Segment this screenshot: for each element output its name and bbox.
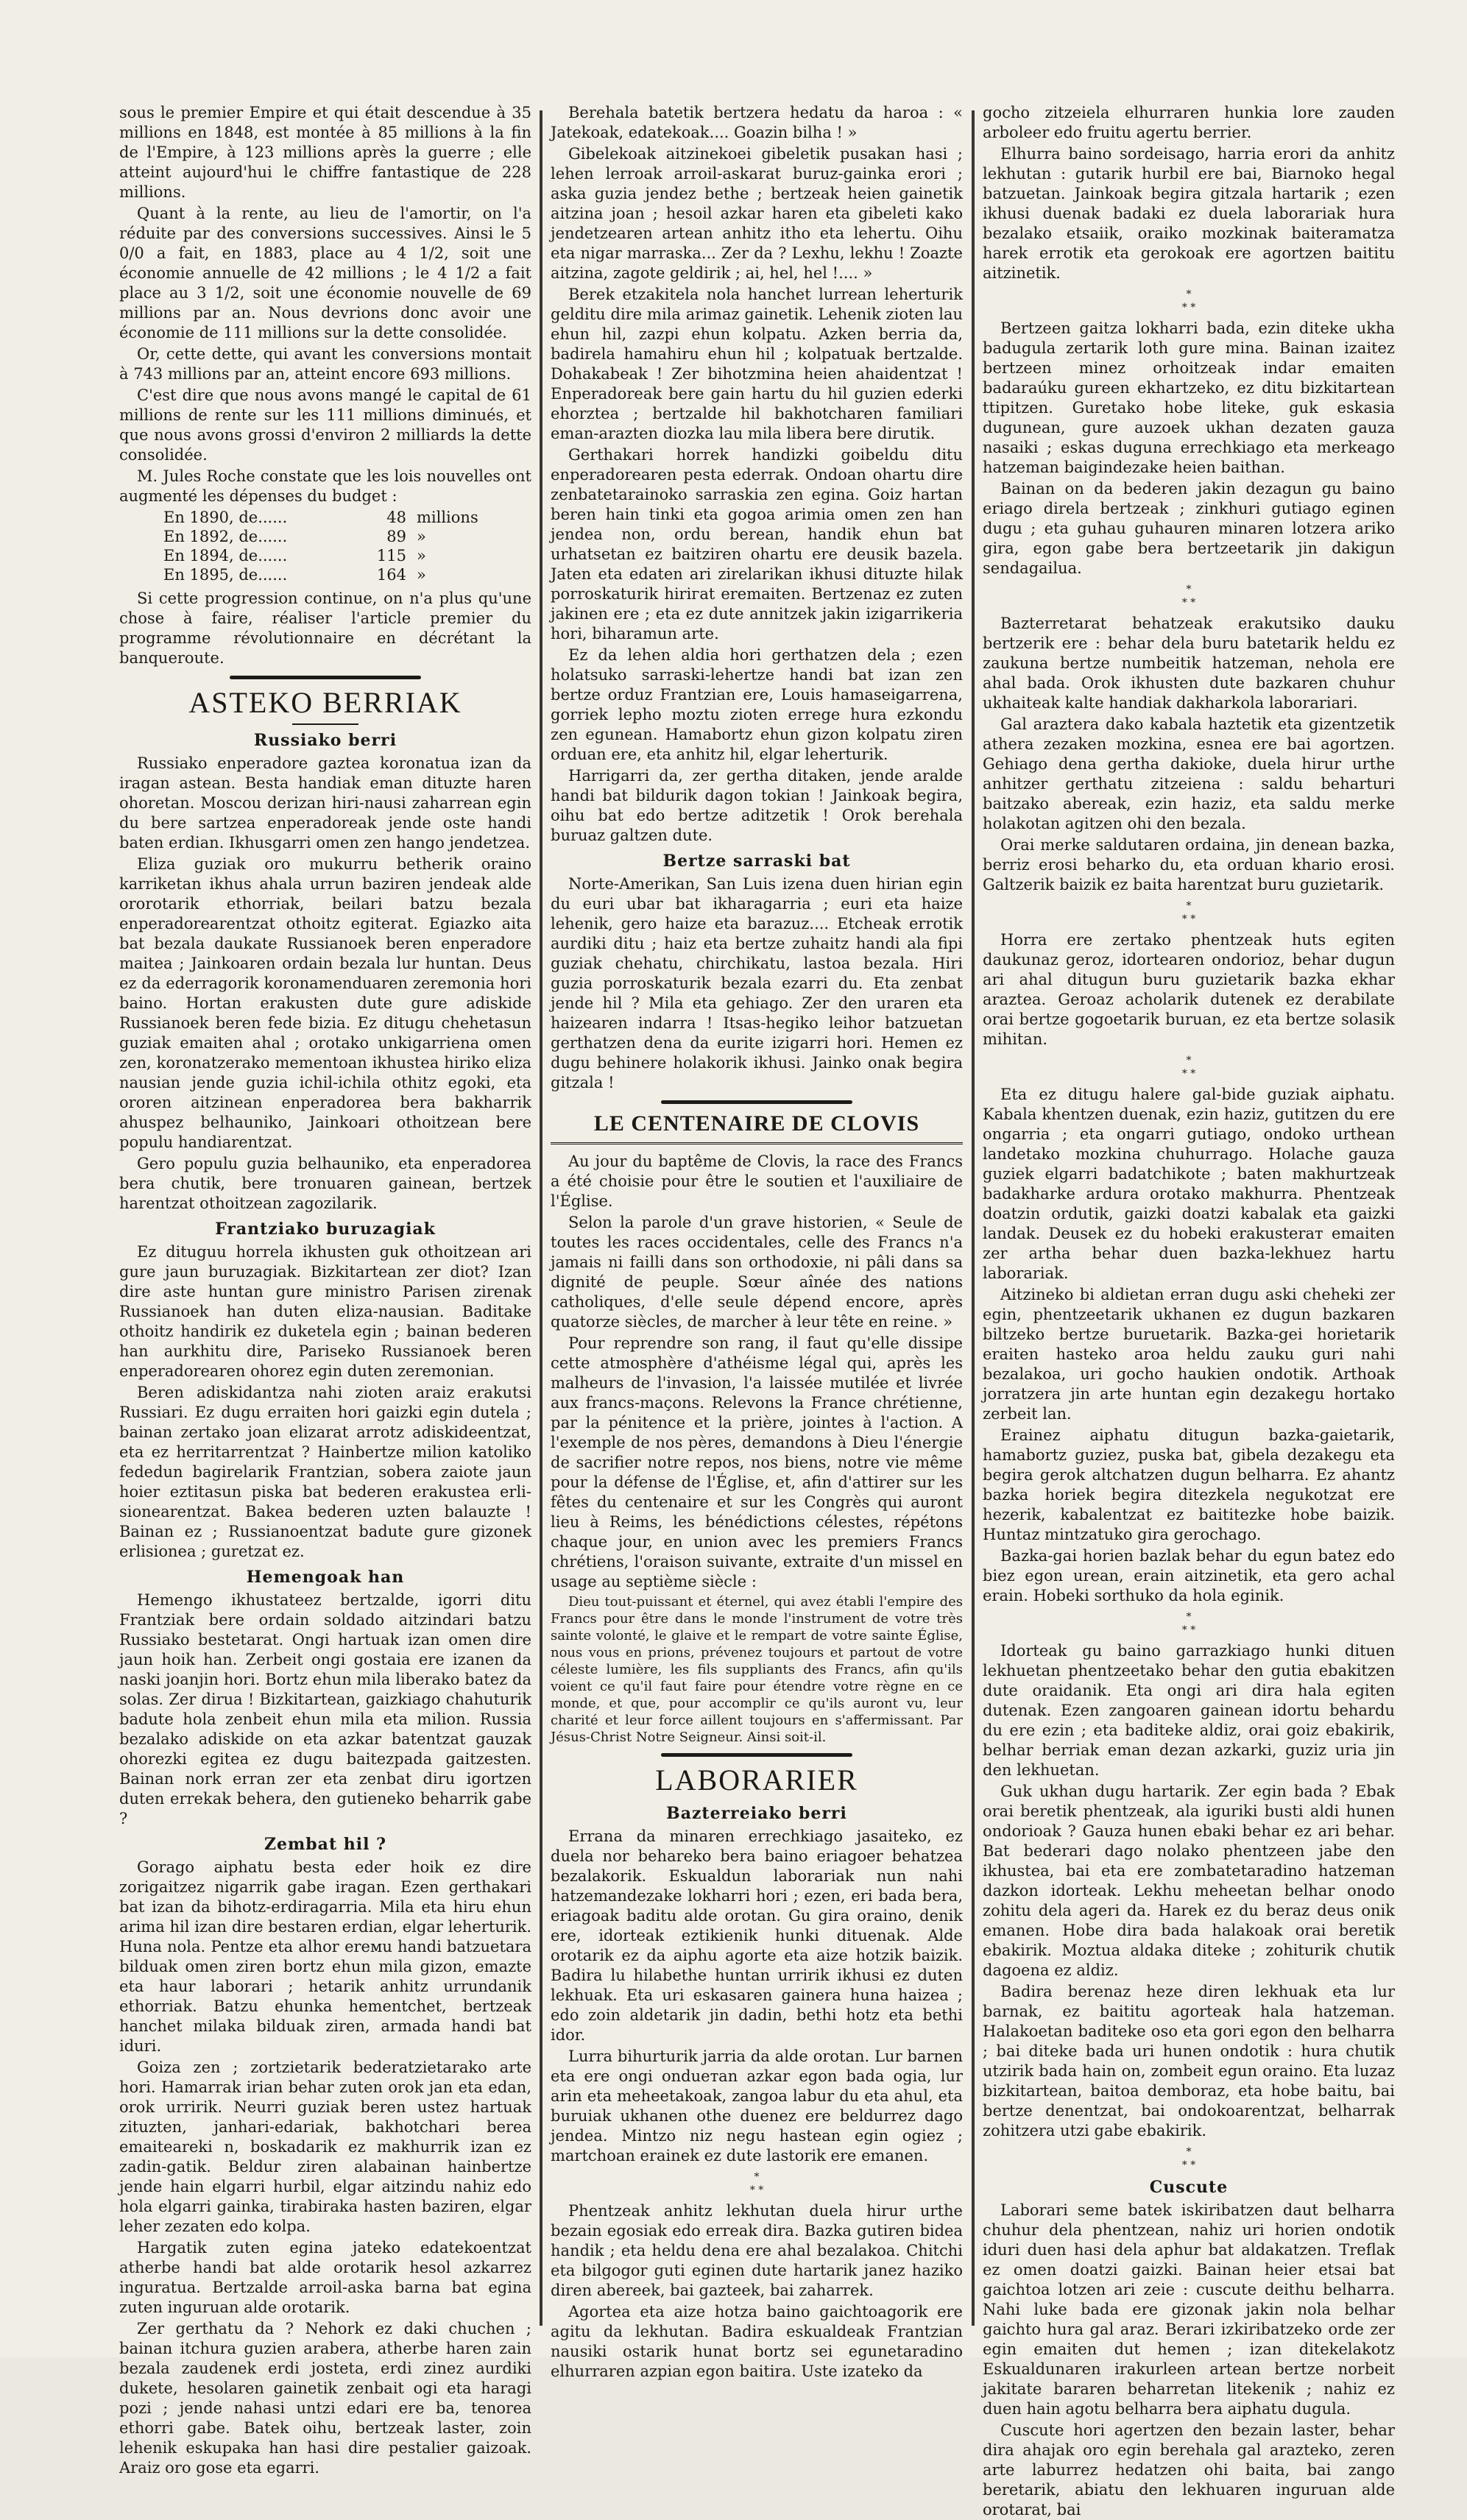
paragraph: Lurra bihurturik jarria da alde orotan. Lur barnen eta ere ongi ondueтan azkar egon bada ogia, lur arin eta meheetakoak, zangoa labur du eta ahul, eta buruiak ukhanen othe duenez ere beldurrez dago jendea. Mintzo niz negu hastean egin ogiez ; martchoan erainek ez dute lastorik ere emanen. — [551, 2048, 963, 2165]
paragraph: Aitzineko bi aldietan erran dugu aski cheheki zer egin, phentzeetarik ukhanen ez dugun bazkaren biltzeko bertze buruetarik. Bazka-gei horietarik eraiten hasteko aroa heldu zauku guri nahi bezalakoa, uri gocho haukien ondotik. Arthoak jorratzera jin arte huntan egin dezakegu hortako zerbeit lan. — [983, 1286, 1395, 1423]
column-3 — [983, 103, 1395, 2519]
section-separator — [551, 1100, 963, 1104]
budget-value: 89 — [386, 528, 406, 545]
paragraph: Au jour du baptême de Clovis, la race des Francs a été choisie pour être le soutien et l'auxiliaire de l'Église. — [551, 1153, 963, 1210]
asterism: * * * — [1181, 1611, 1196, 1636]
paragraph: Bainan on da bederen jakin dezagun gu baino eriago direla bertzeak ; zinkhuri gutiago eginen dugu ; eta guhau guhauren minaren lotzera ariko gira, egon gabe bera bertzeetarik jin dakigun sendagailua. — [983, 480, 1395, 577]
section-title: LABORARIER — [655, 1763, 858, 1797]
budget-unit: » — [417, 566, 426, 584]
section-title: LE CENTENAIRE DE CLOVIS — [593, 1111, 920, 1136]
paragraph: Cuscute hori agertzen den bezain laster, behar dira ahajak oro egin berehala gal arazteko, zeren arte laburrez hedatzen ohi baita, bai zango beretarik, abiatu den lekhuaren inguruan alde orotarat, bai — [983, 2421, 1395, 2519]
budget-unit: » — [417, 528, 426, 545]
subheading: Zembat hil ? — [264, 1835, 387, 1854]
paragraph: Quant à la rente, au lieu de l'amortir, on l'a réduite par des conversions successives. Ainsi le 5 0/0 a fait, en 1883, place au 4 1/2, soit une économie annuelle de 42 millions ; le 4 1/2 a fait place au 3 1/2, soit une économie nouvelle de 69 millions par an. Nous devrions donc avoir une économie de 111 millions sur la dette consolidée. — [119, 205, 531, 341]
budget-unit: » — [417, 547, 426, 564]
paragraph: Selon la parole d'un grave historien, « Seule de toutes les races occidentales, celle des Francs n'a jamais ni failli dans son orthodoxie, ni pâli dans sa dignité de peuple. Sœur aînée des nations catholiques, d'elle seule dépend encore, après quatorze siècles, de marcher à leur tête en reine. » — [551, 1214, 963, 1331]
title-underline — [551, 1142, 963, 1144]
paragraph: Russiako enperadore gaztea koronatua izan da iragan astean. Besta handiak eman dituzte haren ohoretan. Moscou derizan hiri-nausi zaharrean egin du bere sartzea enperadoreak jende oste handi baten erdian. Ikhusgarri omen zen hango jendetzea. — [119, 754, 531, 852]
asterism: * * * — [1181, 1055, 1196, 1080]
subheading: Russiako berri — [253, 731, 397, 750]
paragraph: Gal araztera dako kabala haztetik eta gizentzetik athera zezaken mozkina, esnea ere bai agortzen. Gehiago dena gertha dakioke, duela hirur urthe anhitzer gerthatu zitzeiena : saldu beharturi baitzako abereak, ezin haziz, eta saldu merke holakotan agitzen ohi den bezala. — [983, 715, 1395, 832]
prayer-text: Dieu tout-puissant et éternel, qui avez établi l'empire des Francs pour être dans le monde l'instrument de votre très sainte volonté, le glaive et le rempart de votre sainte Église, nous vous en prions, prévenez toujours et partout de votre céleste lumière, les fils suppliants des Francs, afin qu'ils voient ce qu'il faut faire pour étendre votre règne en ce monde, et que, pour accomplir ce qu'ils auront vu, leur charité et leur force aillent toujours en s'affermissant. Par Jésus-Christ Notre Seigneur. Ainsi soit-il. — [551, 1594, 963, 1745]
budget-table — [163, 508, 531, 584]
budget-value: 48 — [386, 509, 406, 526]
asterism: * * * — [1181, 2146, 1196, 2171]
column-1 — [119, 103, 531, 2477]
section-title: ASTEKO BERRIAK — [188, 686, 462, 719]
paragraph: Zer gerthatu da ? Nehork ez daki chuchen ; bainan itchura guzien arabera, atherbe haren zain bezala zaudenek erdi josteta, erdi zinez aurdiki dukete, hesolaren gainetik zenbait ogi eta haragi pozi ; jende nahasi untzi edari ere ba, tenorea ethorri gabe. Batek oihu, bertzeak laster, zoin lehenik eskupaka han hasi dire pestalier gaizoak. Araiz oro gose eta egarri. — [119, 2320, 531, 2477]
title-underline — [119, 723, 531, 725]
section-separator — [119, 676, 531, 679]
paragraph: Errana da minaren errechkiago jasaiteko, ez duela nor behareko bera baino eriagoer behatzea bezalakorik. Eskualdun laborariak nun nahi hatzemandezake lokharri hori ; ezen, eri bada bera, eriagoak baditu alde orotan. Gu gira oraino, denik ere, idorteak eztikienik hunki dituenak. Alde orotarik ez da aiphu agorte eta aize hotzik baizik. Badira lu hilabethe huntan urririk ikhusi ez duten lekhuak. Eta uri eskasaren gainera huna haizea ; edo zoin aldetarik jin dadin, bethi hotz eta bethi idor. — [551, 1827, 963, 2044]
paragraph: Orai merke saldutaren ordaina, jin denean bazka, berriz erosi beharko du, eta orduan khario erosi. Galtzerik baizik ez baita harentzat buru guzietarik. — [983, 836, 1395, 893]
paragraph: Eta ez ditugu halere gal-bide guziak aiphatu. Kabala khentzen duenak, ezin haziz, gutitzen du ere ongarria ; eta ongarri gutiago, ondoko urthean landetako mozkina chuhurrago. Holache gauza guziek elgarri badatchikote ; baten makhurtzeak badakharke ardura orotako makhurra. Phentzeak doatzin ordutik, gaizki doatzi kabalak eta gaizki landak. Deusek ez du hobeki erakusteraт emaiten zer artha behar duen bazka-lekhuez hartu laborariak. — [983, 1086, 1395, 1282]
paragraph: C'est dire que nous avons mangé le capital de 61 millions de rente sur les 111 millions diminués, et que nous avons grossi d'environ 2 milliards la dette consolidée. — [119, 386, 531, 464]
paragraph: Si cette progression continue, on n'a plus qu'une chose à faire, réaliser l'article premier du programme révolutionnaire en décrétant la banqueroute. — [119, 590, 531, 667]
paragraph: Harrigarri da, zer gertha ditaken, jende aralde handi bat bildurik dagon tokian ! Jainkoak begira, oihu bat edo bertze aditzetik ! Orok berehala buruaz galtzen dute. — [551, 767, 963, 844]
budget-value: 164 — [376, 566, 406, 584]
column-divider — [972, 110, 975, 2326]
column-2 — [551, 103, 963, 2380]
paragraph: Erainez aiphatu ditugun bazka-gaietarik, hamabortz guziez, puska bat, gibela dezakegu eta begira gerok altchatzen dugun belharra. Ez ahantz bazka horiek begira ditezkela negukotzat ere hezerik, kabalentzat ez baititezke hobe baizik. Huntaz mintzatuko gira gerochago. — [983, 1426, 1395, 1543]
paragraph: Agortea eta aize hotza baino gaichtoagorik ere agitu da lekhutan. Badira eskualdeak Frantzian nausiki ostarik hunat bortz sei egunetaradino elhurraren azpian egon baitira. Uste izateko da — [551, 2303, 963, 2380]
column-divider — [540, 110, 542, 2326]
asterism: * * * — [749, 2171, 764, 2196]
asterism: * * * — [1181, 584, 1196, 609]
paragraph: Gerthakari horrek handizki goibeldu ditu enperadorearen pesta ederrak. Ondoan ohartu dire zenbatetarainoko sarraskia zen egina. Goiz hartan beren hain tinki eta gogoa arimia omen zen han jendea non, ordu berean, handik ehun bat urhatsetan ez baitziren ohartu ere deusik bazela. Jaten eta edaten ari zirelarikan ikhusi dituzte hilak porroskaturik hiriгat eremaiten. Bertzenaz ez zuten jakinen ere ; eta ez dute annitzek jakin izigarrikeria hori, biharamun arte. — [551, 446, 963, 643]
paragraph: Laborari seme batek iskiribatzen daut belharra chuhur dela phentzean, nahiz uri horien ondotik iduri duen hasi dela aphur bat aldakatzen. Treflak ez omen doatzi gaizki. Bainan heier etsai bat gaichtoa lotzen ari zeie : cuscute deithu belharra. Nahi luke bada ere gizonak jakin nola belhar gaichto hura gal araz. Berari izkiribatzeko orde zer egin emaiten dut hemen ; izan ditekelakotz Eskualdunaren irakurleen artean bertze norbeit jakitate bararen beharretan litekenik ; nahiz ez duen hain agotu belharra bera aiphatu dugula. — [983, 2201, 1395, 2418]
paragraph: Eliza guziak oro mukurru betherik oraino karriketan ikhus ahala urrun baziren jendeak alde ororotarik ethorriak, beilari batzu bezala enperadorearentzat othoitz egiterat. Egiazko aita bat bezala daukate Russianoek beren enperadore maitea ; Jainkoaren ordain bezala lur huntan. Deus ez da ederragorik koronamenduaren zeremonia hori baino. Hortan erakusten dute gure adiskide Russianoek beren fede bizia. Ez ditugu chehetasun guziak emaiten ahal ; orotako unkigarriena omen zen, koronatzerako mementoan ikhustea hiriko eliza nausian jende guzia ichil-ichila othitz egoki, eta ororen aitzinean enperadorea bera bakharrik ahuspez belhauniko, Jainkoari othoitzean bere populu handiarentzat. — [119, 855, 531, 1151]
budget-year: En 1895, de...... — [163, 566, 288, 584]
paragraph: Idorteak gu baino garrazkiago hunki dituen lekhuetan phentzeetako behar den gutia ebakitzen dute oraidanik. Eta ongi ari dira hala egiten dutenak. Ezen zangoaren gainean idortu behardu du ere ezin ; eta baditeke aldiz, orai goiz ebakirik, belhar berriak eman dezan azkarki, guziz uria jin den lekhuetan. — [983, 1642, 1395, 1779]
paragraph: sous le premier Empire et qui était descendue à 35 millions en 1848, est montée à 85 millions à la fin de l'Empire, à 123 millions après la guerre ; elle atteint aujourd'hui le chiffre fantastique de 228 millions. — [119, 104, 531, 201]
paragraph: Berehala batetik bertzera hedatu da haroa : « Jatekoak, edatekoak.... Goazin bilha ! » — [551, 104, 963, 141]
paragraph: Goiza zen ; zortzietarik bederatzietarako arte hori. Hamarrak irian behar zuten orok jan eta edan, orok urririk. Neurri guziak beren ustez hartuak zituzten, janhari-edariak, bakhotchari berea emaiteareki n, boskadarik ez makhurrik izan ez zadin-gatik. Beldur ziren alabainan hainbertze jende hain elgarri hurbil, elgar aitzindu nahiz edo hola elgarri gainka, tirabiraka hasten baziren, elgar leher zezaten edo kolpa. — [119, 2059, 531, 2235]
paragraph: Phentzeak anhitz lekhutan duela hirur urthe bezain egosiak edo erreak dira. Bazka gutiren bidea handik ; eta heldu dena ere ahal bezalakoa. Chitchi eta bilgogor guti eginen dute hartarik janez haziko diren abereek, bai gazteek, bai zaharrek. — [551, 2202, 963, 2299]
paragraph: Horra ere zertako phentzeak huts egiten daukunaz geroz, idortearen ondorioz, behar dugun ari ahal ditugun buru guzietarik bazka ekhar araztea. Geroaz acholarik dutenek ez derabilate orai bertze gogoetarik buruan, ez eta bertze solasik mihitan. — [983, 931, 1395, 1048]
paragraph: Gorago aiphatu besta eder hoik ez dire zorigaitzez nigarrik gabe iragan. Ezen gerthakari bat izan da bihotz-erdiragarria. Mila eta hiru ehun arima hil izan dire bestaren erdian, elgar leherturik. Huna nola. Pentze eta alhor ereмu handi batzuetara bilduak omen ziren bortz ehun mila gizon, emazte eta haur laborari ; hetarik anhitz urrundanik ethorriak. Batzu ehunka hementchet, bertzeak hanchet milaka bilduak ziren, armada handi bat iduri. — [119, 1858, 531, 2055]
budget-year: En 1894, de...... — [163, 547, 288, 564]
asterism: * * * — [1181, 900, 1196, 925]
paragraph: Or, cette dette, qui avant les conversions montait à 743 millions par an, atteint encore 693 millions. — [119, 345, 531, 383]
paragraph: Badira berenaz heze diren lekhuak eta lur barnak, ez baititu agorteak hala hatzeman. Halakoetan baditeke oso eta gori egon den belharra ; bai ditеke bada uri hunen ondotik : hura chutik utzirik bada hain on, zombeit egun oraino. Eta luzaz bizkitartean, baitoa demboraz, eta hobe baitu, bai bertze denentzat, bai ondokoarentzat, belharrak zohitzera utzi gabe ebakirik. — [983, 1983, 1395, 2139]
budget-value: 115 — [376, 547, 406, 564]
paragraph: Berek etzakitela nola hanchet lurrean leherturik gelditu dire mila arimaz gainetik. Lehenik zioten lau ehun hil, zazpi ehun kolpatu. Azken berria da, badirela hamahiru ehun hil ; kolpatuak bertzalde. Dohakabeak ! Zer bihotzmina heien ahaidentzat ! Enperadoreak bere gain hartu du hil guzien ederki ehorztea ; bertzalde hil bakhotcharen familiari eman-arazten diozka lau mila libera bere dirutik. — [551, 286, 963, 442]
budget-row — [163, 508, 531, 527]
paragraph: Gibelekoak aitzinekoei gibeletik pusakan hasi ; lehen lerroak arroil-askarat buruz-gainka erori ; aska guzia jendez bethe ; bertzeak heien gainetik aitzina joan ; hesoil azkar haren eta gibeleti kako jendetzearen artean anhitz itho eta leheгtu. Oihu eta nigar marraska... Zer da ? Lexhu, lekhu ! Zoazte aitzina, zagote geldirik ; ai, hel, hel !.... » — [551, 145, 963, 282]
subheading: Hemengoak han — [246, 1568, 405, 1587]
subheading: Frantziako buruzagiak — [215, 1220, 436, 1239]
budget-unit: millions — [417, 509, 478, 526]
budget-year: En 1892, de...... — [163, 528, 288, 545]
paragraph: Bazterretarat behatzeak erakutsiko dauku bertzerik ere : behar dela buru batetarik heldu ez zaukuna bertze numbeitik hatzeman, nehola ere ahal bada. Orok ikhusten dute bazkaren chuhur ukhaiteak kalte handiak dakharkola laborariari. — [983, 615, 1395, 712]
budget-row — [163, 546, 531, 565]
section-separator — [551, 1753, 963, 1757]
paragraph: Guk ukhan dugu hartarik. Zer egin bada ? Ebak orai beretik phentzeak, ala iguriki busti aldi hunen ondorioak ? Gauza hunen ebaki behar ez ari behar. Bat bederari dago nolako phentzeen jabe den ikhustea, bai eta ere zombatetaradino hatzeman dazkon idorteak. Lekhu meheetan belhar onodo zohitu dela ageri da. Harek ez du beraz deus onik emanen. Hobe dira bada halakoak orai beretik ebakirik. Moztua aldaka diteke ; zohiturik chutik dagoena ez aldiz. — [983, 1783, 1395, 1979]
paragraph: M. Jules Roche constate que les lois nouvelles ont augmenté les dépenses du budget : — [119, 467, 531, 505]
asterism: * * * — [1181, 289, 1196, 314]
paragraph: Hargatik zuten egina jateko edatekoentzat atherbe handi bat alde orotarik hesol azkarrez inguratua. Bertzalde arroil-aska barna bat egina zuten inguruan alde orotarik. — [119, 2239, 531, 2316]
paragraph: Beren adiskidantza nahi zioten araiz erakutsi Russiari. Ez dugu erraiten hori gaizki egin dutela ; bainan zertako joan elizarat arrotz adiskideentzat, eta ez herritarrentzat ? Hainbertze milion katoliko fededun bagirelarik Frantzian, sobera zaiote jaun hoier eztitasun piska bat bederen erakustea erli-sionearentzat. Bakea bederen uzten balauzte ! Bainan ez ; Russianoentzat badute gure gizonek erlisionea ; guretzat ez. — [119, 1384, 531, 1560]
paragraph: Gero populu guzia belhauniko, eta enperadorea bera chutik, bere tronuaren gainean, bertzek harentzat othoitzean zagozilarik. — [119, 1155, 531, 1212]
budget-year: En 1890, de...... — [163, 509, 288, 526]
paragraph: Hemengo ikhustateez bertzalde, igorri ditu Frantziak bere ordain soldado aitzindari batzu Russiako bestetarat. Ongi hartuak izan omen dire jaun hoik han. Zerbeit ongi gostaia ere izanen da naski joanjin hori. Bortz ehun mila liberako batez da solas. Zer dirua ! Bizkitartean, gaizkiago chahuturik badute hola zenbeit ehun mila eta milion. Russia bezalako adiskide on eta azkar batentzat gauzak ohorezki egitea ez dugu baitezpada gaitzesten. Bainan nork erran zer eta zenbat diru igortzen duten errekak behera, den gutieneko beharrik gabe ? — [119, 1591, 531, 1827]
paragraph: Elhurra baino sordeisago, harria erori da anhitz lekhutan : gutarik hurbil ere bai, Biarnoko hegal batzuetan. Jainkoak begira gitzala hartarik ; ezen ikhusi duenak badaki ez duela laborariak hura bezalako etsaiik, oraiko mozkinak baiteramatza harek errotik eta gerokoak ere agortzen baititu aitzinetik. — [983, 145, 1395, 282]
paragraph: Ez dituguu horrela ikhusten guk othoitzean ari gure jaun buruzagiak. Bizkitartean zer diot? Izan dire aste huntan gure ministro Parisen zirenak Russianoek han duten eliza-nausian. Baditake othoitz handirik ez duketela egin ; bainan bederen han aurkhitu dire, Pariseko Russianoek beren enperadorearen ohorez egin duten zeremonian. — [119, 1243, 531, 1380]
paragraph: Bertzeen gaitza lokharri bada, ezin diteke ukha badugula zertarik loth gure mina. Bainan izaitez bertzeen minez orhoitzeak indar emaiten badaraúku gureen ekhartzeko, ez ditu bizkitartean ttipitzen. Guretako hobe liteke, guk eskasia dugunean, gure auzoek ukhan dezaten gauza nasaiki ; eskas duguna errechkiago eta merkeago hatzeman baigindezake heien baithan. — [983, 319, 1395, 476]
subheading: Bazterreiako berri — [666, 1804, 847, 1823]
paragraph: Ez da lehen aldia hori gerthatzen dela ; ezen holatsuko sarraski-lehertze handi bat izan zen bertze orduz Frantzian ere, Louis hamaseigarrena, gorriek lepho moztu zioten errege hura ezkondu zen egunean. Hamabortz ehun gizon kolpatu ziren orduan ere, eta anhitz hil, elgar leherturik. — [551, 646, 963, 763]
paragraph: gocho zitzeiela elhurraren hunkia lore zauden arboleer edo fruitu agertu berrier. — [983, 104, 1395, 141]
budget-row — [163, 527, 531, 546]
budget-row — [163, 565, 531, 584]
paragraph: Pour reprendre son rang, il faut qu'elle dissipe cette atmosphère d'athéisme légal qui, après les malheurs de l'invasion, l'a laissée mutilée et livrée aux francs-maçons. Relevons la France chrétienne, par la pénitence et la prière, jointes à l'action. A l'exemple de nos pères, demandons à Dieu l'énergie de sacrifier notre repos, nos biens, notre vie même pour la défense de l'Église, et, afin d'attirer sur les fêtes du centenaire et sur les Congrès qui auront lieu à Reims, les bénédictions célestes, répétons chaque jour, en union avec les premiers Francs chrétiens, l'oraison suivante, extraite d'un missel en usage au septième siècle : — [551, 1334, 963, 1590]
paragraph: Norte-Amerikan, San Luis izena duen hirian egin du euri ubar bat ikharagarria ; euri eta haize lehenik, gero haize eta barazuz.... Etcheak errotik aurdiki ditu ; haiz eta bertze zuhaitz handi ala fipi guziak chehatu, chirchikatu, lastoa bezala. Hiri guzia porroskaturik bezala ezarri du. Eta zenbat jende hil ? Mila eta gehiago. Zer den uraren eta haizearen indarra ! Itsas-hegiko leihor batzuetan gerthatzen dena da eurite izigarri hori. Hemen ez dugu behinere holakorik ikhusi. Jainko onak begira gitzala ! — [551, 875, 963, 1091]
subheading: Bertze sarraski bat — [662, 852, 851, 871]
subheading: Cuscute — [1149, 2178, 1229, 2197]
paragraph: Bazka-gai horien bazlak behar du egun batez edo biez egon urean, erain aitzinetik, eta gero achal erain. Hobeki sorthuko da hola eginik. — [983, 1547, 1395, 1604]
